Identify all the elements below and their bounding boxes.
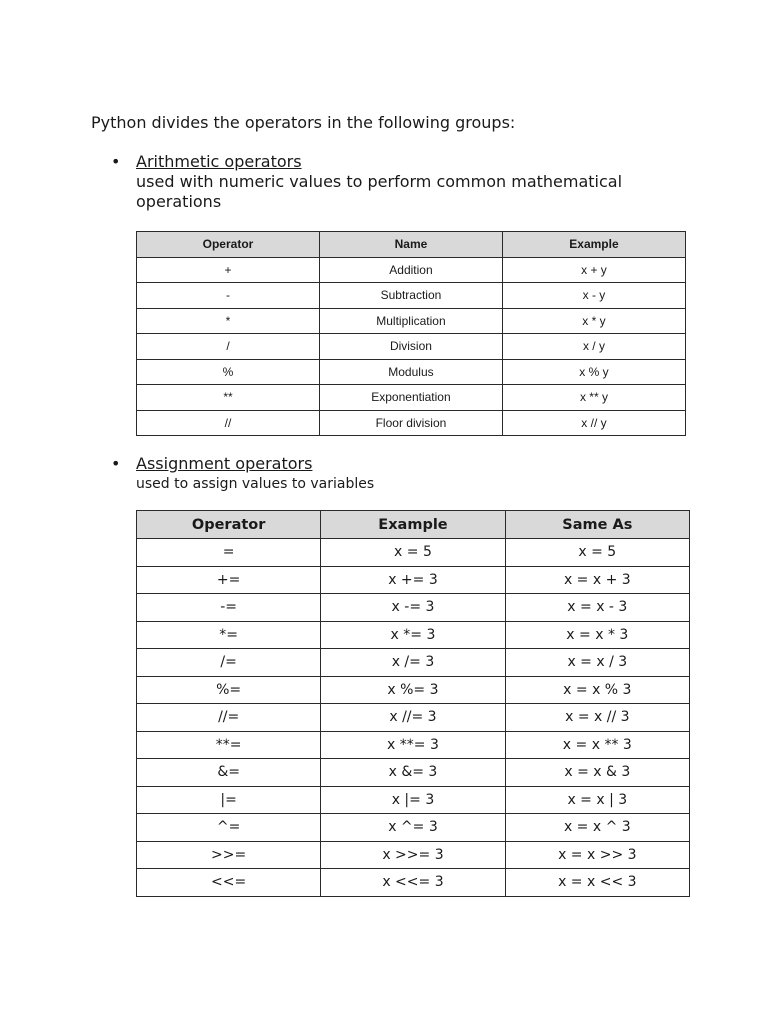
operator-cell: *: [137, 308, 320, 334]
column-header-same-as: Same As: [505, 511, 689, 539]
example-cell: x >>= 3: [321, 841, 505, 869]
column-header-operator: Operator: [137, 511, 321, 539]
table-header-row: [137, 511, 690, 539]
table-row: [137, 841, 690, 869]
name-cell: Exponentiation: [319, 385, 502, 411]
table-row: [137, 410, 686, 436]
operator-cell: /: [137, 334, 320, 360]
operator-cell: //: [137, 410, 320, 436]
example-cell: x <<= 3: [321, 869, 505, 897]
example-cell: x &= 3: [321, 759, 505, 787]
same-as-cell: x = 5: [505, 539, 689, 567]
table-row: [137, 621, 690, 649]
example-cell: x % y: [502, 359, 685, 385]
example-cell: x + y: [502, 257, 685, 283]
column-header-example: Example: [502, 232, 685, 258]
name-cell: Addition: [319, 257, 502, 283]
same-as-cell: x = x << 3: [505, 869, 689, 897]
example-cell: x ^= 3: [321, 814, 505, 842]
same-as-cell: x = x ^ 3: [505, 814, 689, 842]
example-cell: x * y: [502, 308, 685, 334]
table-row: [137, 594, 690, 622]
name-cell: Subtraction: [319, 283, 502, 309]
arithmetic-section: [111, 152, 711, 212]
table-row: [137, 257, 686, 283]
operator-cell: -=: [137, 594, 321, 622]
same-as-cell: x = x * 3: [505, 621, 689, 649]
intro-text: Python divides the operators in the following groups:: [91, 113, 516, 132]
example-cell: x //= 3: [321, 704, 505, 732]
name-cell: Division: [319, 334, 502, 360]
example-cell: x - y: [502, 283, 685, 309]
table-row: [137, 539, 690, 567]
name-cell: Modulus: [319, 359, 502, 385]
operator-cell: **=: [137, 731, 321, 759]
table-row: [137, 649, 690, 677]
example-cell: x |= 3: [321, 786, 505, 814]
example-cell: x = 5: [321, 539, 505, 567]
operator-cell: %=: [137, 676, 321, 704]
operator-cell: &=: [137, 759, 321, 787]
same-as-cell: x = x & 3: [505, 759, 689, 787]
arithmetic-title: Arithmetic operators: [136, 152, 302, 171]
operator-cell: |=: [137, 786, 321, 814]
example-cell: x += 3: [321, 566, 505, 594]
same-as-cell: x = x // 3: [505, 704, 689, 732]
same-as-cell: x = x % 3: [505, 676, 689, 704]
table-row: [137, 308, 686, 334]
same-as-cell: x = x >> 3: [505, 841, 689, 869]
table-header-row: [137, 232, 686, 258]
example-cell: x /= 3: [321, 649, 505, 677]
same-as-cell: x = x - 3: [505, 594, 689, 622]
name-cell: Floor division: [319, 410, 502, 436]
operator-cell: **: [137, 385, 320, 411]
example-cell: x // y: [502, 410, 685, 436]
operator-cell: //=: [137, 704, 321, 732]
example-cell: x ** y: [502, 385, 685, 411]
assignment-operators-table: [136, 510, 690, 897]
assignment-title: Assignment operators: [136, 454, 313, 473]
operator-cell: /=: [137, 649, 321, 677]
table-row: [137, 385, 686, 411]
example-cell: x -= 3: [321, 594, 505, 622]
operator-cell: *=: [137, 621, 321, 649]
operator-cell: >>=: [137, 841, 321, 869]
example-cell: x %= 3: [321, 676, 505, 704]
operator-cell: +=: [137, 566, 321, 594]
column-header-name: Name: [319, 232, 502, 258]
operator-cell: ^=: [137, 814, 321, 842]
table-row: [137, 731, 690, 759]
table-row: [137, 676, 690, 704]
example-cell: x **= 3: [321, 731, 505, 759]
name-cell: Multiplication: [319, 308, 502, 334]
arithmetic-description: used with numeric values to perform common mathematical operations: [136, 172, 623, 211]
table-row: [137, 334, 686, 360]
table-row: [137, 786, 690, 814]
example-cell: x / y: [502, 334, 685, 360]
column-header-operator: Operator: [137, 232, 320, 258]
operator-cell: +: [137, 257, 320, 283]
column-header-example: Example: [321, 511, 505, 539]
example-cell: x *= 3: [321, 621, 505, 649]
table-row: [137, 869, 690, 897]
table-row: [137, 814, 690, 842]
bullet-icon: •: [111, 454, 121, 473]
assignment-description: used to assign values to variables: [136, 476, 375, 492]
arithmetic-operators-table: [136, 231, 686, 436]
table-row: [137, 759, 690, 787]
table-row: [137, 704, 690, 732]
assignment-section: [111, 454, 711, 494]
table-row: [137, 566, 690, 594]
bullet-icon: •: [111, 152, 121, 171]
same-as-cell: x = x / 3: [505, 649, 689, 677]
same-as-cell: x = x ** 3: [505, 731, 689, 759]
operator-cell: <<=: [137, 869, 321, 897]
same-as-cell: x = x + 3: [505, 566, 689, 594]
operator-cell: -: [137, 283, 320, 309]
operator-cell: %: [137, 359, 320, 385]
operator-cell: =: [137, 539, 321, 567]
table-row: [137, 283, 686, 309]
table-row: [137, 359, 686, 385]
same-as-cell: x = x | 3: [505, 786, 689, 814]
